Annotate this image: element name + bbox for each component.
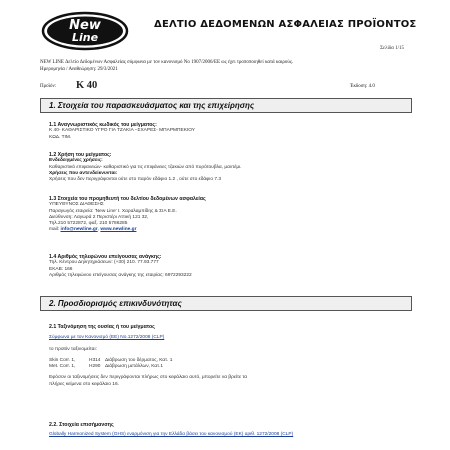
section-2-2 xyxy=(49,422,411,439)
product-code: K 40 xyxy=(76,80,98,91)
section-1-2 xyxy=(49,152,411,183)
classified-label: το προϊόν ταξινομείται: xyxy=(49,346,97,352)
identified-uses-label: Ενδεδειγμένες χρήσεις: xyxy=(49,158,103,164)
website-link[interactable]: www.newline.gr xyxy=(100,227,137,233)
page-number: Σελίδα 1/15 xyxy=(380,46,404,51)
hazard-code: H314 xyxy=(89,357,101,363)
supplier-contacts xyxy=(49,227,411,233)
company-logo xyxy=(40,8,130,52)
section-1-4-heading: 1.4 Αριθμός τηλεφώνου επείγουσας ανάγκης: xyxy=(49,254,162,260)
intro-text xyxy=(40,60,412,73)
section-1-1-heading: 1.1 Αναγνωριστικός κωδικός του μείγματος: xyxy=(49,122,157,128)
advised-against-label: Χρήσεις που αντενδείκνυνται: xyxy=(49,170,118,176)
supplier-company: Παραγωγός εταιρεία: 'New Line' Ι. Χαραλαμπίδης & ΣΙΑ Ε.Ε. xyxy=(49,208,177,214)
section-2-1 xyxy=(49,324,411,388)
svg-text:New: New xyxy=(69,18,101,33)
identified-uses: Καθαριστικό επιφανειών- καθαριστικό για τις επιφάνειες τζακιών από πυρότουβλα, μαντέμι. xyxy=(49,164,242,170)
section-1-4 xyxy=(49,254,411,279)
hazard-code: H290 xyxy=(89,364,101,370)
section-2-2-heading: 2.2. Στοιχεία επισήμανσης xyxy=(49,422,114,428)
mail-label: mail: xyxy=(49,227,60,233)
section-2-heading: 2. Προσδιορισμός επικινδυνότητας xyxy=(40,296,412,311)
hazard-category: Skin Corr. 1, xyxy=(49,357,76,363)
svg-text:Line: Line xyxy=(71,31,99,44)
revision-date: Ημερομηνία / Αναθεώρηση: 29/3/2021 xyxy=(40,66,118,72)
section-1-heading: 1. Στοιχεία του παρασκευάσματος και της επιχείρησης xyxy=(40,98,412,113)
ekab-phone: ΕΚΑΒ: 166 xyxy=(49,266,73,272)
supplier-phone: Τηλ.210 5722872, φαξ. 210 5786285 xyxy=(49,221,128,227)
supplier-role: ΥΠΕΥΘΥΝΟΣ ΔΙΑΘΕΣΗΣ xyxy=(49,202,104,208)
product-label: Προϊόν: xyxy=(40,84,57,89)
supplier-address: Διεύθυνση: Λαγωρά 2 Περιστέρι Αττική 121 32, xyxy=(49,214,149,220)
ghs-link[interactable]: Globally Harmonized System (GHS) εναρμόνιση για την Ελλάδα βάσει του κανονισμού (ΕΚ) αριθ. 1272/2008 (CLP) xyxy=(49,432,294,438)
hazard-category: Met. Corr. 1, xyxy=(49,364,76,370)
poison-center-phone: Τηλ. Κέντρου Δηλητηριάσεων: (+30) 210. 77.93.777 xyxy=(49,260,159,266)
section-1-2-heading: 1.2 Χρήση του μείγματος: xyxy=(49,152,112,158)
product-code-line: ΚΩΔ. ΤΙΜ. xyxy=(49,134,72,140)
regulation-line: NEW LINE Δελτίο Δεδομένων Ασφαλείας σύμφωνα με τον κανονισμό Νο 1907/2006/ΕΕ ως έχει τροποποιηθεί κατά καιρούς. xyxy=(40,60,294,65)
contact-separator: , xyxy=(97,227,100,233)
document-title: ΔΕΛΤΙΟ ΔΕΔΟΜΕΝΩΝ ΑΣΦΑΛΕΙΑΣ ΠΡΟΪΟΝΤΟΣ xyxy=(154,19,417,30)
classification-note-cont: πλήρες κείμενα στο κεφάλαιο 16. xyxy=(49,381,119,387)
company-emergency-phone: Αριθμός τηλεφώνου επείγουσας ανάγκης της εταιρίας: 6972293222 xyxy=(49,272,192,278)
hazard-text: Διάβρωση μετάλλων, Κατ.1 xyxy=(105,364,164,370)
email-link[interactable]: info@newline.gr xyxy=(60,227,98,233)
section-2-1-heading: 2.1 Ταξινόμηση της ουσίας ή του μείγματος xyxy=(49,324,155,330)
section-1-3-heading: 1.3 Στοιχεία του προμηθευτή του δελτίου δεδομένων ασφαλείας xyxy=(49,196,206,202)
edition-label: Έκδοση: 4.0 xyxy=(350,84,375,89)
section-1-3 xyxy=(49,196,411,234)
classification-note: Εφόσον οι ταξινομήσεις δεν περιγράφονται πλήρως στο κεφάλαιο αυτό, μπορείτε να βρείτε τα xyxy=(49,375,248,381)
section-1-1 xyxy=(49,122,411,141)
hazard-text: Διάβρωση του δέρματος, Κατ. 1 xyxy=(105,357,173,363)
product-identifier: Κ 40- ΚΑΘΑΡΙΣΤΙΚΟ ΥΓΡΟ ΓΙΑ ΤΖΑΚΙΑ –ΣΧΑΡΕΣ- ΜΠΑΡΜΠΕΚΙΟΥ xyxy=(49,128,196,134)
product-line xyxy=(40,80,412,92)
advised-against-uses: Χρήσεις που δεν περιγράφονται ούτε στο παρόν εδάφιο 1.2 , ούτε στο εδάφιο 7.3 xyxy=(49,177,222,183)
clp-regulation-link[interactable]: Σύμφωνα με τον Κανονισμό (ΕΕ) Νο.1272/2008 (CLP) xyxy=(49,335,165,341)
